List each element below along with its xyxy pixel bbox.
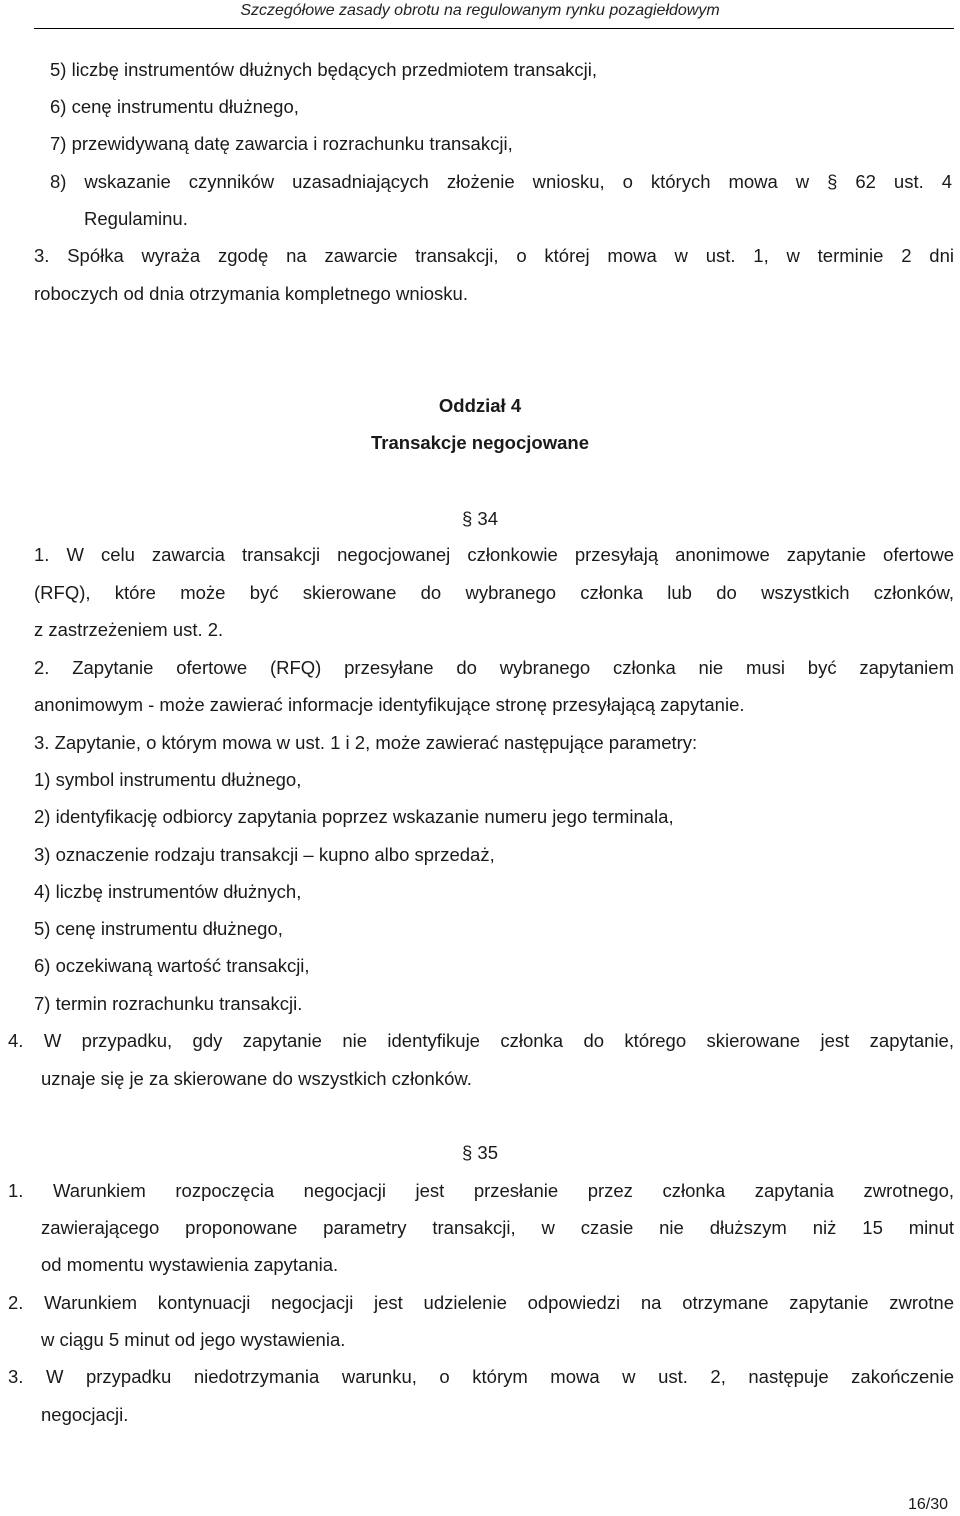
section-subtitle: Transakcje negocjowane bbox=[371, 432, 589, 453]
list-item: 7) termin rozrachunku transakcji. bbox=[34, 993, 303, 1014]
list-item-continuation: Regulaminu. bbox=[84, 208, 188, 229]
paragraph-heading-35: § 35 bbox=[461, 1142, 498, 1163]
paragraph-line: roboczych od dnia otrzymania kompletnego wniosku. bbox=[34, 283, 468, 304]
paragraph-line: 1. Warunkiem rozpoczęcia negocjacji jest przesłanie przez członka zapytania zwrotnego, bbox=[8, 1180, 954, 1201]
paragraph-line: (RFQ), które może być skierowane do wybranego członka lub do wszystkich członków, bbox=[34, 582, 954, 603]
paragraph-line: z zastrzeżeniem ust. 2. bbox=[34, 619, 224, 640]
paragraph-line: zawierającego proponowane parametry transakcji, w czasie nie dłuższym niż 15 minut bbox=[41, 1217, 954, 1238]
paragraph-line: 3. Spółka wyraża zgodę na zawarcie transakcji, o której mowa w ust. 1, w terminie 2 dni bbox=[34, 245, 954, 266]
paragraph-line: 2. Warunkiem kontynuacji negocjacji jest udzielenie odpowiedzi na otrzymane zapytanie zwrotne bbox=[8, 1292, 954, 1313]
list-item: 4) liczbę instrumentów dłużnych, bbox=[34, 881, 302, 902]
section-title: Oddział 4 bbox=[438, 395, 522, 416]
paragraph-line: w ciągu 5 minut od jego wystawienia. bbox=[41, 1329, 346, 1350]
list-item: 3) oznaczenie rodzaju transakcji – kupno albo sprzedaż, bbox=[34, 844, 495, 865]
list-item: 6) cenę instrumentu dłużnego, bbox=[50, 96, 299, 117]
paragraph-line: 3. Zapytanie, o którym mowa w ust. 1 i 2, może zawierać następujące parametry: bbox=[34, 732, 698, 753]
list-item: 5) liczbę instrumentów dłużnych będących przedmiotem transakcji, bbox=[50, 59, 598, 80]
paragraph-line: anonimowym - może zawierać informacje identyfikujące stronę przesyłającą zapytanie. bbox=[34, 694, 745, 715]
paragraph-line: 2. Zapytanie ofertowe (RFQ) przesyłane do wybranego członka nie musi być zapytaniem bbox=[34, 657, 954, 678]
list-item: 6) oczekiwaną wartość transakcji, bbox=[34, 955, 310, 976]
header-rule bbox=[34, 28, 954, 29]
list-item: 7) przewidywaną datę zawarcia i rozrachunku transakcji, bbox=[50, 133, 513, 154]
list-item: 2) identyfikację odbiorcy zapytania poprzez wskazanie numeru jego terminala, bbox=[34, 806, 674, 827]
paragraph-heading-34: § 34 bbox=[461, 508, 498, 529]
list-item: 8) wskazanie czynników uzasadniających złożenie wniosku, o których mowa w § 62 ust. 4 bbox=[50, 171, 952, 192]
paragraph-line: negocjacji. bbox=[41, 1404, 129, 1425]
paragraph-line: 4. W przypadku, gdy zapytanie nie identyfikuje członka do którego skierowane jest zapytanie, bbox=[8, 1030, 954, 1051]
list-item: 5) cenę instrumentu dłużnego, bbox=[34, 918, 283, 939]
running-header: Szczegółowe zasady obrotu na regulowanym rynku pozagiełdowym bbox=[240, 2, 720, 19]
page-number: 16/30 bbox=[908, 1496, 949, 1513]
list-item: 1) symbol instrumentu dłużnego, bbox=[34, 769, 302, 790]
paragraph-line: 1. W celu zawarcia transakcji negocjowanej członkowie przesyłają anonimowe zapytanie ofertowe bbox=[34, 544, 954, 565]
paragraph-line: od momentu wystawienia zapytania. bbox=[41, 1254, 339, 1275]
paragraph-line: uznaje się je za skierowane do wszystkich członków. bbox=[41, 1068, 472, 1089]
paragraph-line: 3. W przypadku niedotrzymania warunku, o którym mowa w ust. 2, następuje zakończenie bbox=[8, 1366, 954, 1387]
